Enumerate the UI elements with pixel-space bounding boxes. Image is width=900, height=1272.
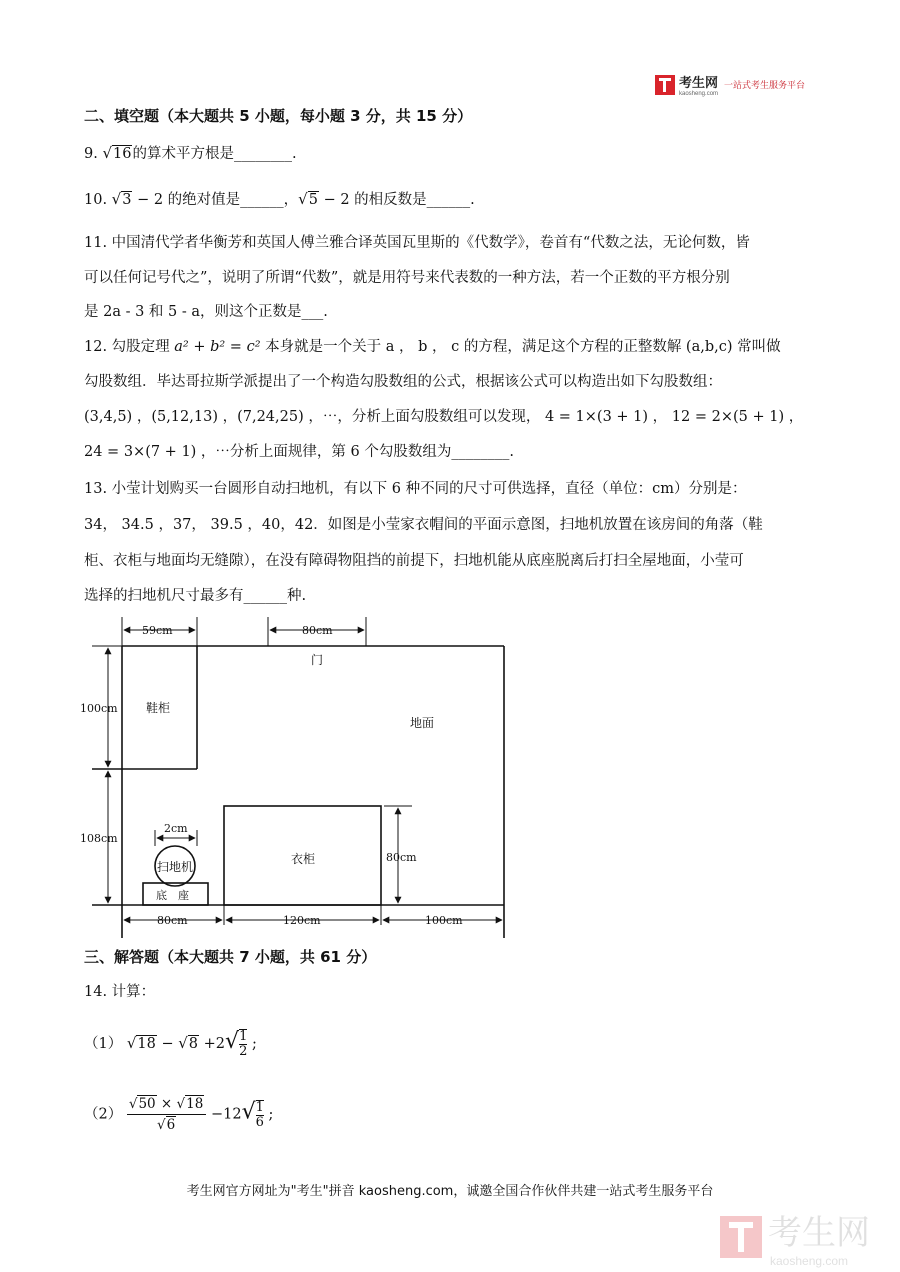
q12-line-2: 勾股数组．毕达哥拉斯学派提出了一个构造勾股数组的公式，根据该公式可以构造出如下勾股数组：: [84, 374, 722, 390]
watermark-text: 考生网: [768, 1214, 870, 1252]
q14-p1-radicand-2: 8: [188, 1036, 199, 1052]
q14-p2-denominator: [127, 1115, 207, 1135]
q14-p2-big-fraction: [127, 1094, 207, 1135]
sqrt-symbol: √: [225, 1029, 240, 1054]
q14-p2-coef: 12: [223, 1106, 242, 1123]
q14-p1-denominator: 2: [239, 1044, 248, 1059]
q12-rest: 本身就是一个关于 a ， b ， c 的方程，满足这个方程的正整数解 (a,b,c) 常叫做: [260, 339, 781, 355]
q13-line-2: 34， 34.5 ，37， 39.5 ，40，42．如图是小莹家衣帽间的平面示意图，扫地机放置在该房间的角落（鞋: [84, 517, 763, 533]
dim-left-lower: 108cm: [80, 832, 118, 845]
dim-bottom-1: 80cm: [157, 914, 188, 927]
watermark-url: kaosheng.com: [770, 1254, 849, 1268]
page-footer: 考生网官方网址为"考生"拼音 kaosheng.com，诚邀全国合作伙伴共建一站式考生服务平台: [186, 1184, 714, 1199]
sqrt-symbol: √: [178, 1034, 188, 1052]
q10-number: 10.: [84, 192, 108, 208]
q14-p1-label: （1）: [84, 1036, 123, 1052]
q11-line-1: 11. 中国清代学者华衡芳和英国人傅兰雅合译英国瓦里斯的《代数学》，卷首有“代数之法，无论何数，皆: [84, 235, 750, 251]
floor-label: 地面: [410, 716, 435, 730]
q12-intro: 12. 勾股定理: [84, 339, 175, 355]
q14-p2-small-numerator: 1: [255, 1099, 264, 1115]
sqrt-symbol: √: [102, 144, 113, 162]
sqrt-symbol: √: [241, 1099, 256, 1125]
door-label: 门: [311, 653, 324, 667]
dim-bottom-3: 100cm: [425, 914, 463, 927]
section3-heading: 三、解答题（本大题共 7 小题，共 61 分）: [84, 948, 377, 966]
robot-label: 扫地机: [157, 860, 194, 874]
dim-shoe-height: 100cm: [80, 702, 118, 715]
dim-bottom-2: 120cm: [283, 914, 321, 927]
q14-part-1: （1） √18 − √8 +2√ $\frac{1}{2}$ ;: [84, 1029, 257, 1059]
q9-radicand: 16: [113, 146, 132, 162]
q11-line-2: 可以任何记号代之”，说明了所谓“代数”，就是用符号来代表数的一种方法，若一个正数的平方根分别: [84, 270, 730, 286]
minus-sign: −: [210, 1106, 224, 1123]
q10-text-1: − 2 的绝对值是______，: [132, 192, 299, 208]
sqrt-symbol: √: [126, 1034, 137, 1052]
q14-p1-numerator: 1: [239, 1029, 248, 1044]
sqrt-symbol: √: [111, 190, 122, 208]
q14-title: 14. 计算：: [84, 984, 156, 1000]
dim-robot: 2cm: [164, 822, 188, 835]
logo-name: 考生网: [679, 75, 719, 90]
watermark: [720, 1205, 870, 1268]
watermark-logo-icon: [720, 1216, 762, 1258]
q14-p2-radicand-3: 6: [166, 1117, 176, 1133]
wardrobe-label: 衣柜: [291, 852, 316, 866]
shoe-cabinet-label: 鞋柜: [146, 701, 171, 715]
q14-part-2: （2） $\frac{√50 \times √18}{√6}$ −12√ $\frac{1}{6}$ ;: [84, 1096, 274, 1133]
dim-wardrobe-height: 80cm: [386, 851, 417, 864]
logo-slogan: 一站式考生服务平台: [724, 81, 806, 91]
q12-line-4: 24 = 3×(7 + 1) ，⋯分析上面规律，第 6 个勾股数组为________.: [84, 444, 514, 460]
q13-line-4: 选择的扫地机尺寸最多有______种.: [84, 588, 307, 604]
q10-radicand-2: 5: [308, 192, 318, 208]
q12-formula: a² + b² = c²: [174, 339, 261, 355]
q9-text: 的算术平方根是________.: [132, 146, 297, 162]
q14-p1-fraction: [239, 1029, 247, 1059]
base-label: 底 座: [156, 889, 189, 902]
q11-line-3: 是 2a - 3 和 5 - a，则这个正数是___.: [84, 304, 328, 320]
q12-line-3: (3,4,5) ，(5,12,13) ，(7,24,25) ，⋯，分析上面勾股数组可以发现， 4 = 1×(3 + 1) ， 12 = 2×(5 + 1) ，: [84, 409, 804, 425]
dim-shoe-width: 59cm: [142, 624, 173, 637]
q14-p2-numerator: √50 × √18: [127, 1094, 207, 1115]
plus-sign: +: [203, 1036, 216, 1052]
sqrt-symbol: √: [298, 190, 308, 208]
sqrt-symbol: √: [176, 1096, 186, 1112]
q10-radicand-1: 3: [122, 192, 132, 208]
logo-url: kaosheng.com: [679, 91, 719, 97]
minus-sign: −: [161, 1036, 174, 1052]
q14-p2-small-denominator: 6: [255, 1114, 264, 1130]
sqrt-symbol: √: [156, 1117, 166, 1133]
q14-p2-fraction: [256, 1100, 264, 1130]
q10-text-2: − 2 的相反数是______.: [318, 192, 475, 208]
q14-p2-label: （2）: [84, 1106, 123, 1123]
sqrt-symbol: √: [128, 1096, 138, 1112]
q14-p2-radicand-1: 50: [138, 1096, 156, 1112]
dim-door: 80cm: [302, 624, 333, 637]
q14-p2-radicand-2: 18: [186, 1096, 204, 1112]
q13-line-3: 柜、衣柜与地面均无缝隙），在没有障碍物阻挡的前提下，扫地机能从底座脱离后打扫全屋地面，小莹可: [84, 553, 744, 569]
q14-p1-radicand-1: 18: [137, 1036, 156, 1052]
section2-heading: 二、填空题（本大题共 5 小题，每小题 3 分，共 15 分）: [84, 107, 473, 125]
q13-line-1: 13. 小莹计划购买一台圆形自动扫地机，有以下 6 种不同的尺寸可供选择，直径（单位：cm）分别是：: [84, 481, 747, 497]
q14-p1-coef: 2: [215, 1036, 226, 1052]
q9-number: 9.: [84, 146, 98, 162]
